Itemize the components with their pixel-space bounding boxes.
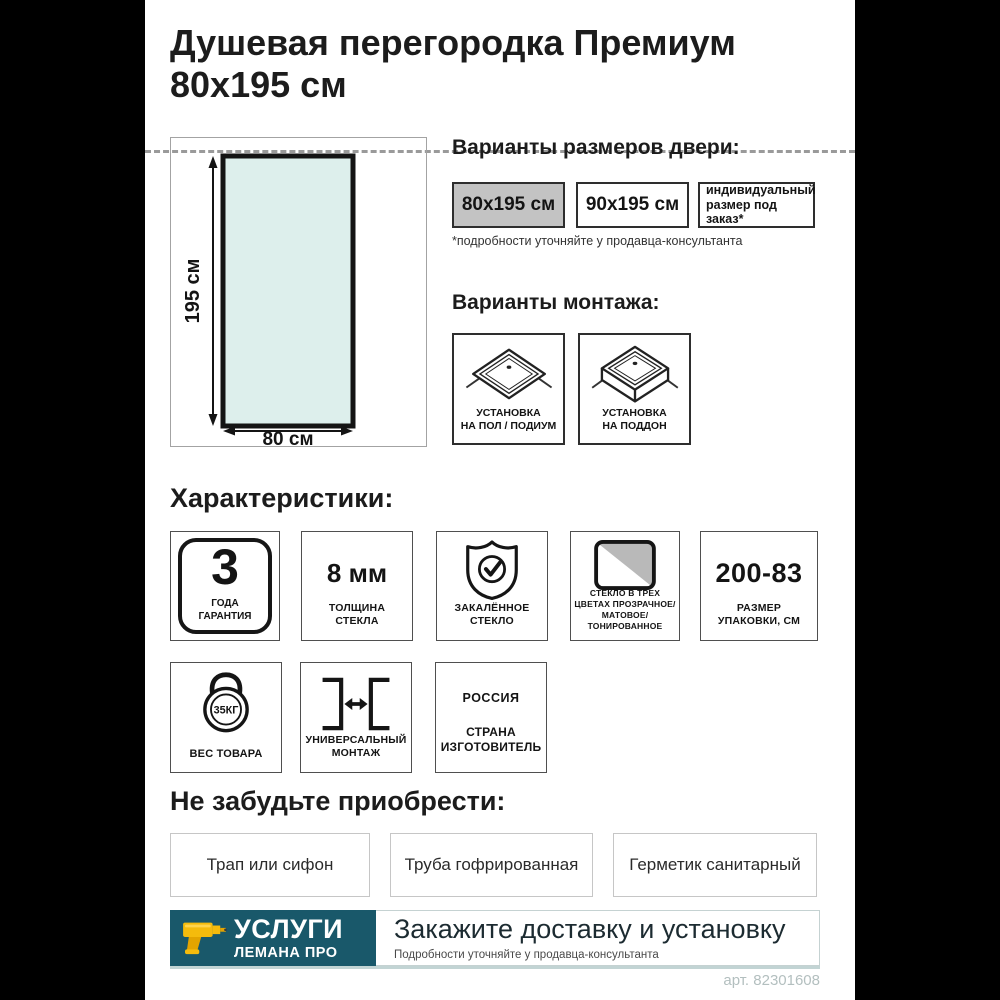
size-option-custom-line1: индивидуальный (706, 183, 816, 198)
right-black-bar (855, 0, 1000, 1000)
mounting-floor-label-line2: НА ПОЛ / ПОДИУМ (460, 420, 557, 433)
tempered-glass-label (437, 602, 547, 629)
door-sizes-heading: Варианты размеров двери: (452, 136, 740, 159)
left-black-bar (0, 0, 145, 1000)
services-brand (234, 913, 344, 961)
thickness-value: 8 мм (326, 558, 388, 588)
spec-card-country (435, 662, 547, 773)
product-title (170, 22, 790, 107)
mounting-floor-label-line1: УСТАНОВКА (476, 406, 541, 419)
thickness-label (302, 602, 412, 629)
height-dimension-label: 195 см (182, 258, 204, 324)
glass-colors-label (571, 588, 679, 632)
country-label-line1: СТРАНА (466, 724, 516, 739)
mounting-floor-label (454, 407, 563, 434)
package-size-value: 200-83 (715, 558, 803, 588)
package-size-label-line1: РАЗМЕР (736, 601, 782, 614)
specs-heading: Характеристики: (170, 483, 394, 513)
weight-value: 35КГ (213, 704, 239, 717)
kettlebell-icon (195, 670, 257, 739)
mounting-tray-label-line2: НА ПОДДОН (602, 420, 667, 433)
warranty-badge (178, 538, 272, 634)
spec-card-universal-mount (300, 662, 412, 773)
services-brand-line1: УСЛУГИ (234, 913, 344, 944)
weight-label-line1: ВЕС ТОВАРА (189, 747, 263, 760)
country-label-line2: ИЗГОТОВИТЕЛЬ (440, 740, 542, 755)
spec-card-thickness (301, 531, 413, 641)
universal-mount-label-line2: МОНТАЖ (331, 747, 381, 760)
tempered-glass-label-line2: СТЕКЛО (470, 615, 514, 628)
country-label (436, 725, 546, 756)
dimension-diagram (170, 137, 427, 447)
universal-mount-icon (317, 675, 395, 738)
thickness-label-line1: ТОЛЩИНА (328, 601, 386, 614)
product-title-line2: 80х195 см (170, 64, 347, 106)
weight-label (171, 747, 281, 761)
package-size-label (701, 602, 817, 629)
height-arrow-bottom-head (209, 414, 218, 426)
glass-panel (223, 156, 353, 426)
services-message-block (376, 910, 820, 966)
spec-card-weight (170, 662, 282, 773)
mounting-tray-label (580, 407, 689, 434)
size-option-custom-line2: размер под заказ* (706, 197, 777, 227)
accessory-item-sealant: Герметик санитарный (613, 833, 817, 897)
package-size-label-line2: УПАКОВКИ, СМ (717, 615, 801, 628)
size-option-90x195: 90х195 см (576, 182, 689, 228)
services-brand-block (170, 910, 376, 966)
services-banner (170, 910, 820, 966)
size-option-80x195: 80х195 см (452, 182, 565, 228)
services-note: Подробности уточняйте у продавца-консультанта (394, 949, 659, 961)
drill-icon (182, 916, 228, 961)
accessory-item-drain: Трап или сифон (170, 833, 370, 897)
mounting-heading: Варианты монтажа: (452, 291, 660, 314)
shower-tray-flat-icon (464, 343, 554, 408)
mounting-option-floor (452, 333, 565, 445)
width-dimension-label: 80 см (262, 429, 314, 446)
glass-colors-label-line1: СТЕКЛО В ТРЕХ (589, 587, 661, 598)
content-panel (145, 0, 855, 1000)
height-arrow-top-head (209, 156, 218, 168)
country-value: РОССИЯ (462, 691, 520, 705)
universal-mount-label (301, 734, 411, 761)
size-footnote: *подробности уточняйте у продавца-консультанта (452, 234, 743, 248)
article-number: арт. 82301608 (723, 972, 820, 989)
spec-card-tempered-glass (436, 531, 548, 641)
accessories-heading: Не забудьте приобрести: (170, 786, 506, 816)
dimension-diagram-drawing (171, 138, 426, 446)
spec-card-warranty (170, 531, 280, 641)
universal-mount-label-line1: УНИВЕРСАЛЬНЫЙ (305, 733, 407, 746)
warranty-label (182, 598, 268, 623)
spec-card-glass-colors (570, 531, 680, 641)
tempered-glass-label-line1: ЗАКАЛЁННОЕ (454, 601, 530, 614)
mounting-tray-label-line1: УСТАНОВКА (602, 406, 667, 419)
spec-card-package-size (700, 531, 818, 641)
product-title-line1: Душевая перегородка Премиум (170, 22, 736, 63)
shield-check-icon (464, 539, 520, 606)
warranty-years-value: 3 (211, 539, 239, 595)
size-option-custom (698, 182, 815, 228)
accessory-item-pipe: Труба гофрированная (390, 833, 593, 897)
thickness-label-line2: СТЕКЛА (335, 615, 379, 628)
glass-colors-label-line2: ЦВЕТАХ ПРОЗРАЧНОЕ/ (574, 598, 676, 609)
glass-colors-label-line3: МАТОВОЕ/ТОНИРОВАННОЕ (587, 609, 663, 631)
services-message: Закажите доставку и установку (394, 914, 786, 944)
warranty-label-line1: ГОДА (211, 598, 239, 609)
services-brand-line2: ЛЕМАНА ПРО (234, 944, 338, 961)
mounting-option-tray (578, 333, 691, 445)
warranty-label-line2: ГАРАНТИЯ (198, 610, 252, 622)
